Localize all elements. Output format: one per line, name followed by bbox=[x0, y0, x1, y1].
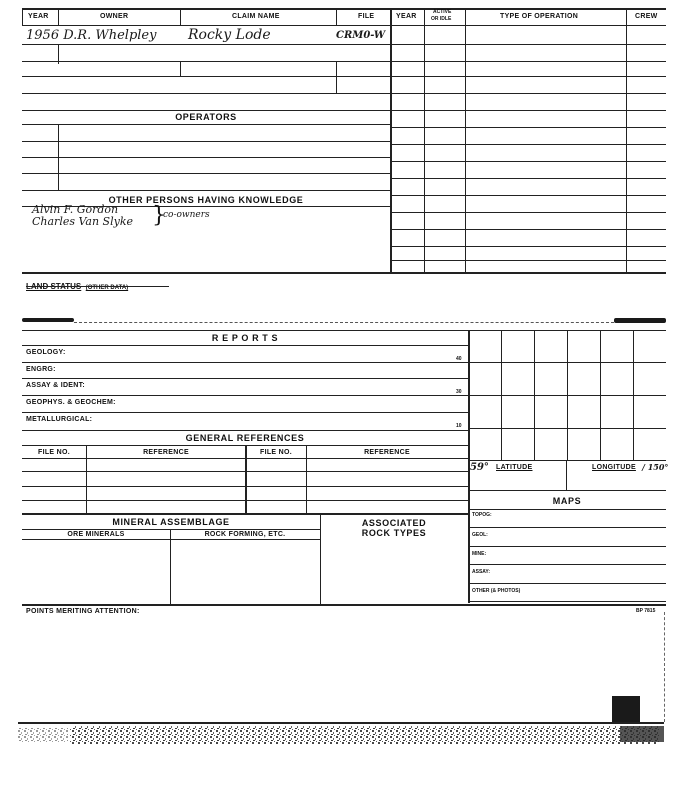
entry-file: CRM0-W bbox=[336, 30, 386, 41]
grid-hline bbox=[468, 460, 666, 461]
col-divider bbox=[336, 61, 337, 93]
row-line bbox=[390, 212, 666, 213]
header-bottom-line bbox=[22, 25, 666, 26]
row-line bbox=[22, 395, 468, 396]
rock-forming-header: ROCK FORMING, ETC. bbox=[204, 531, 286, 538]
maps-label-topog: TOPOG: bbox=[472, 512, 492, 518]
maps-label-geol: GEOL: bbox=[472, 532, 488, 538]
other-person-name: Alvin F. Gordon bbox=[32, 203, 119, 216]
col-divider bbox=[180, 8, 181, 25]
maps-label-mine: MINE: bbox=[472, 551, 487, 557]
row-line bbox=[22, 141, 390, 142]
row-line bbox=[22, 412, 468, 413]
col-divider bbox=[626, 8, 627, 272]
row-line bbox=[390, 93, 666, 94]
report-num: 40 bbox=[456, 356, 462, 362]
row-line bbox=[22, 61, 390, 62]
col-divider bbox=[424, 8, 425, 272]
top-border bbox=[22, 8, 666, 10]
row-line bbox=[22, 44, 390, 45]
ore-minerals-header: ORE MINERALS bbox=[67, 531, 125, 538]
row-line bbox=[390, 178, 666, 179]
left-border bbox=[22, 8, 23, 25]
section-bottom-line bbox=[22, 604, 666, 606]
land-status-label bbox=[26, 276, 128, 294]
maps-line bbox=[468, 527, 666, 528]
row-line bbox=[390, 44, 666, 45]
col-divider bbox=[465, 8, 466, 272]
row-line bbox=[22, 529, 320, 530]
row-line bbox=[22, 513, 468, 515]
row-line bbox=[22, 345, 468, 346]
row-line bbox=[22, 173, 390, 174]
general-references-title: GENERAL REFERENCES bbox=[185, 433, 305, 443]
separator-mark-left bbox=[22, 318, 74, 322]
report-num: 10 bbox=[456, 423, 462, 429]
other-persons-title: OTHER PERSONS HAVING KNOWLEDGE bbox=[108, 195, 304, 205]
header-or-idle: OR IDLE bbox=[431, 16, 452, 22]
header-active: ACTIVE bbox=[433, 9, 452, 15]
longitude-value: / 150° bbox=[642, 462, 669, 472]
operators-title: OPERATORS bbox=[175, 112, 237, 122]
land-status-top-line bbox=[22, 272, 666, 274]
latitude-label: LATITUDE bbox=[496, 464, 533, 471]
grid-hline bbox=[468, 428, 666, 429]
gr-header-reference: REFERENCE bbox=[143, 449, 189, 456]
row-line bbox=[22, 539, 320, 540]
row-line bbox=[22, 93, 390, 94]
gr-header-file-no: FILE NO. bbox=[38, 449, 70, 456]
entry-year-owner: 1956 D.R. Whelpley bbox=[26, 28, 157, 43]
header-type-of-operation: TYPE OF OPERATION bbox=[500, 13, 579, 20]
col-divider bbox=[58, 44, 59, 64]
col-divider bbox=[58, 124, 59, 190]
brace-glyph: } bbox=[152, 203, 166, 228]
points-title: POINTS MERITING ATTENTION: bbox=[26, 608, 140, 615]
row-line bbox=[390, 246, 666, 247]
co-owners-note: co-owners bbox=[163, 210, 210, 220]
col-divider bbox=[170, 529, 171, 604]
report-label-geophys: GEOPHYS. & GEOCHEM: bbox=[26, 399, 116, 406]
header-year-right: YEAR bbox=[396, 13, 417, 20]
land-status-title: LAND STATUS bbox=[26, 282, 82, 291]
row-line bbox=[390, 260, 666, 261]
land-status-underline bbox=[26, 286, 169, 287]
report-num: 30 bbox=[456, 389, 462, 395]
right-edge-line bbox=[664, 612, 665, 722]
row-line bbox=[390, 127, 666, 128]
report-label-geology: GEOLOGY: bbox=[26, 349, 66, 356]
row-line bbox=[22, 190, 390, 191]
maps-line bbox=[468, 546, 666, 547]
gr-header-reference-2: REFERENCE bbox=[364, 449, 410, 456]
maps-label-other: OTHER (& PHOTOS) bbox=[472, 588, 521, 594]
maps-line bbox=[468, 509, 666, 510]
header-file: FILE bbox=[358, 13, 375, 20]
row-line bbox=[22, 430, 468, 431]
header-crew: CREW bbox=[635, 13, 658, 20]
header-owner: OWNER bbox=[100, 13, 129, 20]
row-line bbox=[22, 124, 390, 125]
center-divider bbox=[390, 8, 392, 272]
row-line bbox=[390, 195, 666, 196]
col-divider bbox=[58, 8, 59, 25]
col-divider bbox=[306, 445, 307, 513]
header-claim-name: CLAIM NAME bbox=[232, 13, 280, 20]
associated-line1: ASSOCIATED bbox=[361, 518, 427, 528]
mineral-assemblage-title: MINERAL ASSEMBLAGE bbox=[112, 517, 230, 527]
maps-line bbox=[468, 583, 666, 584]
maps-label-assay: ASSAY: bbox=[472, 569, 491, 575]
row-line bbox=[22, 378, 468, 379]
associated-line2: ROCK TYPES bbox=[361, 528, 427, 538]
latitude-value: 59° bbox=[470, 462, 489, 473]
other-person-name: Charles Van Slyke bbox=[32, 215, 134, 228]
row-line bbox=[22, 157, 390, 158]
reports-top-line bbox=[22, 330, 666, 331]
grid-hline bbox=[468, 490, 666, 491]
maps-line bbox=[468, 601, 666, 602]
grid-hline bbox=[468, 362, 666, 363]
row-line bbox=[390, 110, 666, 111]
maps-line bbox=[468, 564, 666, 565]
row-line bbox=[390, 76, 666, 77]
col-divider bbox=[180, 61, 181, 77]
header-year: YEAR bbox=[28, 13, 49, 20]
report-label-assay: ASSAY & IDENT: bbox=[26, 382, 86, 389]
grid-hline bbox=[468, 395, 666, 396]
row-line bbox=[390, 61, 666, 62]
lat-long-divider bbox=[566, 460, 567, 490]
form-number: BP 7815 bbox=[636, 608, 656, 614]
row-line bbox=[390, 144, 666, 145]
longitude-label: LONGITUDE bbox=[592, 464, 636, 471]
scan-noise-band bbox=[0, 718, 678, 758]
report-label-engrg: ENGRG: bbox=[26, 366, 56, 373]
row-line bbox=[22, 76, 390, 77]
separator-mark-right bbox=[614, 318, 666, 323]
maps-title: MAPS bbox=[552, 496, 582, 506]
entry-claim-name: Rocky Lode bbox=[188, 27, 271, 43]
land-status-subtitle: (OTHER DATA) bbox=[85, 285, 129, 291]
operators-top-line bbox=[22, 110, 390, 111]
row-line bbox=[22, 362, 468, 363]
col-divider bbox=[86, 445, 87, 513]
reports-title: R E P O R T S bbox=[211, 333, 279, 343]
gr-header-file-no-2: FILE NO. bbox=[260, 449, 292, 456]
row-line bbox=[390, 161, 666, 162]
col-divider bbox=[336, 8, 337, 25]
col-divider bbox=[245, 445, 247, 513]
separator-line bbox=[74, 322, 614, 323]
row-line bbox=[390, 229, 666, 230]
report-label-metallurgical: METALLURGICAL: bbox=[26, 416, 93, 423]
